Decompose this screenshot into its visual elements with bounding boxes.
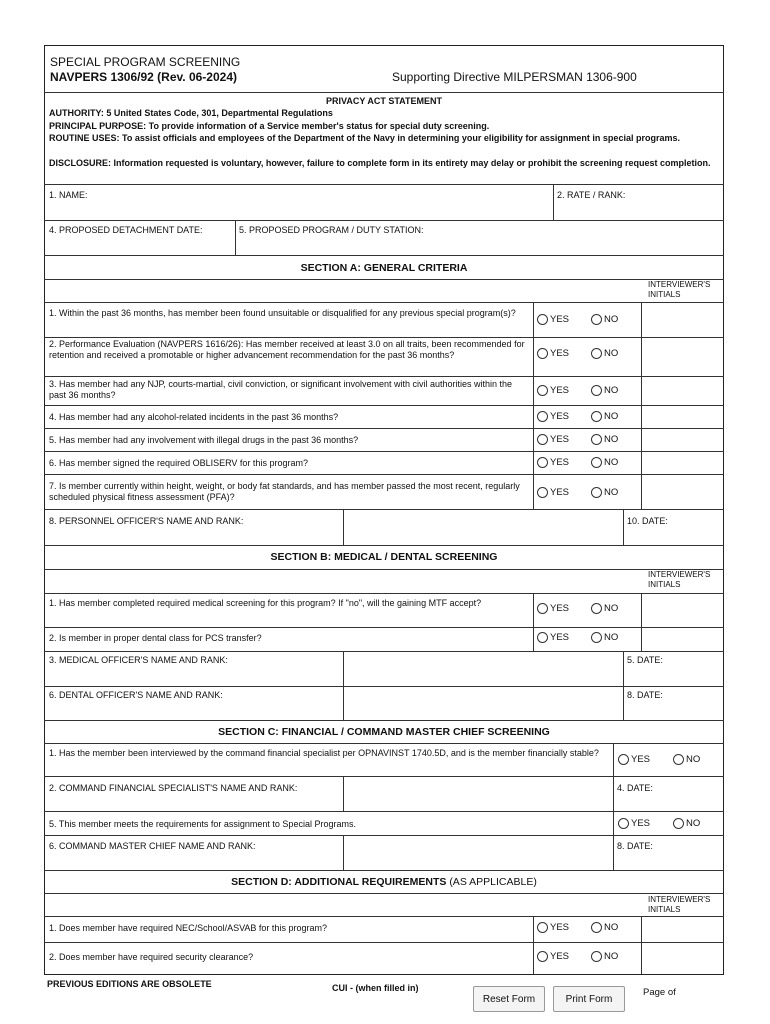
financial-date-input[interactable] [617,795,719,808]
radio-circle-icon [591,922,602,933]
a2-initials-input[interactable] [644,339,720,373]
dental-date-input[interactable] [627,703,719,717]
financial-date-label: 4. DATE: [617,783,653,793]
divider [44,474,724,475]
radio-circle-icon [537,434,548,445]
section-d-suffix: (AS APPLICABLE) [449,876,537,888]
divider [44,942,724,943]
d1-initials-input[interactable] [644,918,720,940]
cmc-date-label: 8. DATE: [617,841,653,851]
radio-circle-icon [591,411,602,422]
d1-yes-radio[interactable]: YES [537,922,569,933]
a2-yes-radio[interactable]: YES [537,348,569,359]
divider [44,811,724,812]
radio-circle-icon [591,632,602,643]
question-b2: 2. Is member in proper dental class for PCS transfer? [49,633,262,643]
a6-no-radio[interactable]: NO [591,457,618,468]
radio-circle-icon [537,487,548,498]
radio-circle-icon [673,818,684,829]
privacy-purpose: PRINCIPAL PURPOSE: To provide information of a Service member's status for special duty screening. [49,121,490,131]
a2-no-radio[interactable]: NO [591,348,618,359]
divider [44,545,724,546]
personnel-officer-label: 8. PERSONNEL OFFICER'S NAME AND RANK: [49,516,244,526]
a1-initials-input[interactable] [644,304,720,334]
personnel-date-label: 10. DATE: [627,516,668,526]
d1-no-radio[interactable]: NO [591,922,618,933]
question-d1: 1. Does member have required NEC/School/ASVAB for this program? [49,923,327,933]
divider [613,776,614,811]
form-title: SPECIAL PROGRAM SCREENING [50,55,241,69]
rate-rank-label: 2. RATE / RANK: [557,190,626,200]
a7-yes-radio[interactable]: YES [537,487,569,498]
divider [44,509,724,510]
question-b1: 1. Has member completed required medical screening for this program? If "no", will the gaining MTF accept? [49,598,482,608]
divider [44,220,724,221]
a4-initials-input[interactable] [644,407,720,426]
financial-specialist-label: 2. COMMAND FINANCIAL SPECIALIST'S NAME AND RANK: [49,783,298,793]
divider [235,220,236,255]
privacy-disclosure: DISCLOSURE: Information requested is voluntary, however, failure to complete form in its entirety may delay or prohibit the screening request completion. [49,158,711,168]
cui-marking: CUI - (when filled in) [332,983,419,993]
question-a7: 7. Is member currently within height, weight, or body fat standards, and has member passed the most recent, regularly scheduled physical fitness assessment (PFA)? [49,481,520,502]
radio-circle-icon [591,434,602,445]
d2-yes-radio[interactable]: YES [537,951,569,962]
initials-header: INTERVIEWER'S INITIALS [648,895,711,914]
reset-form-button[interactable]: Reset Form [473,986,545,1012]
initials-header: INTERVIEWER'S INITIALS [648,280,711,299]
divider [343,686,344,720]
divider [533,593,534,651]
divider [44,569,724,570]
divider [44,428,724,429]
a3-initials-input[interactable] [644,378,720,403]
medical-date-input[interactable] [627,668,719,683]
d2-no-radio[interactable]: NO [591,951,618,962]
a4-no-radio[interactable]: NO [591,411,618,422]
supporting-directive: Supporting Directive MILPERSMAN 1306-900 [392,70,637,84]
b2-initials-input[interactable] [644,629,720,649]
divider [343,509,344,545]
divider [44,451,724,452]
divider [44,720,724,721]
financial-specialist-input[interactable] [346,779,610,808]
a5-yes-radio[interactable]: YES [537,434,569,445]
radio-circle-icon [537,922,548,933]
dental-date-label: 8. DATE: [627,690,663,700]
divider [44,255,724,256]
detachment-date-label: 4. PROPOSED DETACHMENT DATE: [49,225,203,235]
b2-no-radio[interactable]: NO [591,632,618,643]
divider [623,509,624,545]
cmc-input[interactable] [346,838,610,867]
divider [553,184,554,220]
divider [343,651,344,686]
a4-yes-radio[interactable]: YES [537,411,569,422]
divider [613,811,614,835]
b1-yes-radio[interactable]: YES [537,603,569,614]
personnel-officer-input[interactable] [346,512,620,542]
divider [44,302,724,303]
divider [44,835,724,836]
divider [641,916,642,974]
divider [44,627,724,628]
divider [613,743,614,776]
radio-circle-icon [537,348,548,359]
radio-circle-icon [591,385,602,396]
radio-circle-icon [537,314,548,325]
section-c-title: SECTION C: FINANCIAL / COMMAND MASTER CHIEF SCREENING [218,726,550,738]
obsolete-note: PREVIOUS EDITIONS ARE OBSOLETE [47,979,212,989]
radio-circle-icon [618,754,629,765]
radio-circle-icon [537,603,548,614]
duty-station-label: 5. PROPOSED PROGRAM / DUTY STATION: [239,225,424,235]
cmc-date-input[interactable] [617,853,719,867]
radio-circle-icon [591,457,602,468]
radio-circle-icon [591,487,602,498]
divider [44,916,724,917]
a6-yes-radio[interactable]: YES [537,457,569,468]
radio-circle-icon [537,411,548,422]
c5-no-radio[interactable]: NO [673,818,700,829]
radio-circle-icon [618,818,629,829]
radio-circle-icon [537,385,548,396]
question-a5: 5. Has member had any involvement with illegal drugs in the past 36 months? [49,435,359,445]
divider [44,376,724,377]
name-label: 1. NAME: [49,190,88,200]
name-input[interactable] [50,202,550,218]
page-number: Page of [643,987,676,998]
rate-rank-input[interactable] [558,202,718,218]
divider [44,279,724,280]
divider [613,835,614,870]
question-c5: 5. This member meets the requirements for assignment to Special Programs. [49,819,356,829]
a7-no-radio[interactable]: NO [591,487,618,498]
divider [44,686,724,687]
divider [44,893,724,894]
divider [44,184,724,185]
privacy-routine-uses: ROUTINE USES: To assist officials and employees of the Department of the Navy in determining your eligibility for assignment in special programs. [49,133,680,143]
divider [623,686,624,720]
personnel-date-input[interactable] [627,528,719,542]
d2-initials-input[interactable] [644,944,720,972]
section-d-title: SECTION D: ADDITIONAL REQUIREMENTS (AS APPLICABLE) [231,876,537,888]
print-form-button[interactable]: Print Form [553,986,625,1012]
divider [343,776,344,811]
a3-yes-radio[interactable]: YES [537,385,569,396]
medical-officer-input[interactable] [346,654,620,683]
medical-officer-label: 3. MEDICAL OFFICER'S NAME AND RANK: [49,655,228,665]
form-number: NAVPERS 1306/92 (Rev. 06-2024) [50,70,237,84]
divider [44,405,724,406]
duty-station-input[interactable] [240,238,718,254]
divider [44,776,724,777]
privacy-authority: AUTHORITY: 5 United States Code, 301, Departmental Regulations [49,108,333,118]
divider [44,651,724,652]
question-d2: 2. Does member have required security clearance? [49,952,254,962]
question-a4: 4. Has member had any alcohol-related incidents in the past 36 months? [49,412,339,422]
c1-yes-radio[interactable]: YES [618,754,650,765]
c1-no-radio[interactable]: NO [673,754,700,765]
question-a6: 6. Has member signed the required OBLISERV for this program? [49,458,308,468]
section-b-title: SECTION B: MEDICAL / DENTAL SCREENING [270,551,498,563]
radio-circle-icon [537,951,548,962]
radio-circle-icon [537,632,548,643]
detachment-date-input[interactable] [50,238,230,254]
a1-yes-radio[interactable]: YES [537,314,569,325]
divider [533,916,534,974]
dental-officer-input[interactable] [346,689,620,717]
dental-officer-label: 6. DENTAL OFFICER'S NAME AND RANK: [49,690,223,700]
a5-no-radio[interactable]: NO [591,434,618,445]
radio-circle-icon [537,457,548,468]
b2-yes-radio[interactable]: YES [537,632,569,643]
b1-no-radio[interactable]: NO [591,603,618,614]
divider [641,593,642,651]
divider [44,593,724,594]
divider [44,743,724,744]
question-a1: 1. Within the past 36 months, has member been found unsuitable or disqualified for any previous special program(s)? [49,308,516,318]
a7-initials-input[interactable] [644,476,720,507]
radio-circle-icon [591,603,602,614]
question-a2: 2. Performance Evaluation (NAVPERS 1616/26): Has member received at least 3.0 on all traits, been recommended for retention and received a promotable or higher advancement recommendation for the past 36 months? [49,339,525,360]
divider [343,835,344,870]
a1-no-radio[interactable]: NO [591,314,618,325]
radio-circle-icon [591,951,602,962]
medical-date-label: 5. DATE: [627,655,663,665]
b1-initials-input[interactable] [644,595,720,625]
divider [44,92,724,93]
a6-initials-input[interactable] [644,453,720,472]
radio-circle-icon [591,348,602,359]
divider [44,337,724,338]
a5-initials-input[interactable] [644,430,720,449]
question-c1: 1. Has the member been interviewed by the command financial specialist per OPNAVINST 1740.5D, and is the member financially stable? [49,748,599,758]
cmc-label: 6. COMMAND MASTER CHIEF NAME AND RANK: [49,841,256,851]
initials-header: INTERVIEWER'S INITIALS [648,570,711,589]
a3-no-radio[interactable]: NO [591,385,618,396]
divider [623,651,624,686]
c5-yes-radio[interactable]: YES [618,818,650,829]
privacy-heading: PRIVACY ACT STATEMENT [325,96,442,106]
question-a3: 3. Has member had any NJP, courts-martial, civil conviction, or significant involvement with civil authorities within the past 36 months? [49,379,513,400]
divider [44,870,724,871]
section-a-title: SECTION A: GENERAL CRITERIA [300,262,468,274]
radio-circle-icon [673,754,684,765]
radio-circle-icon [591,314,602,325]
